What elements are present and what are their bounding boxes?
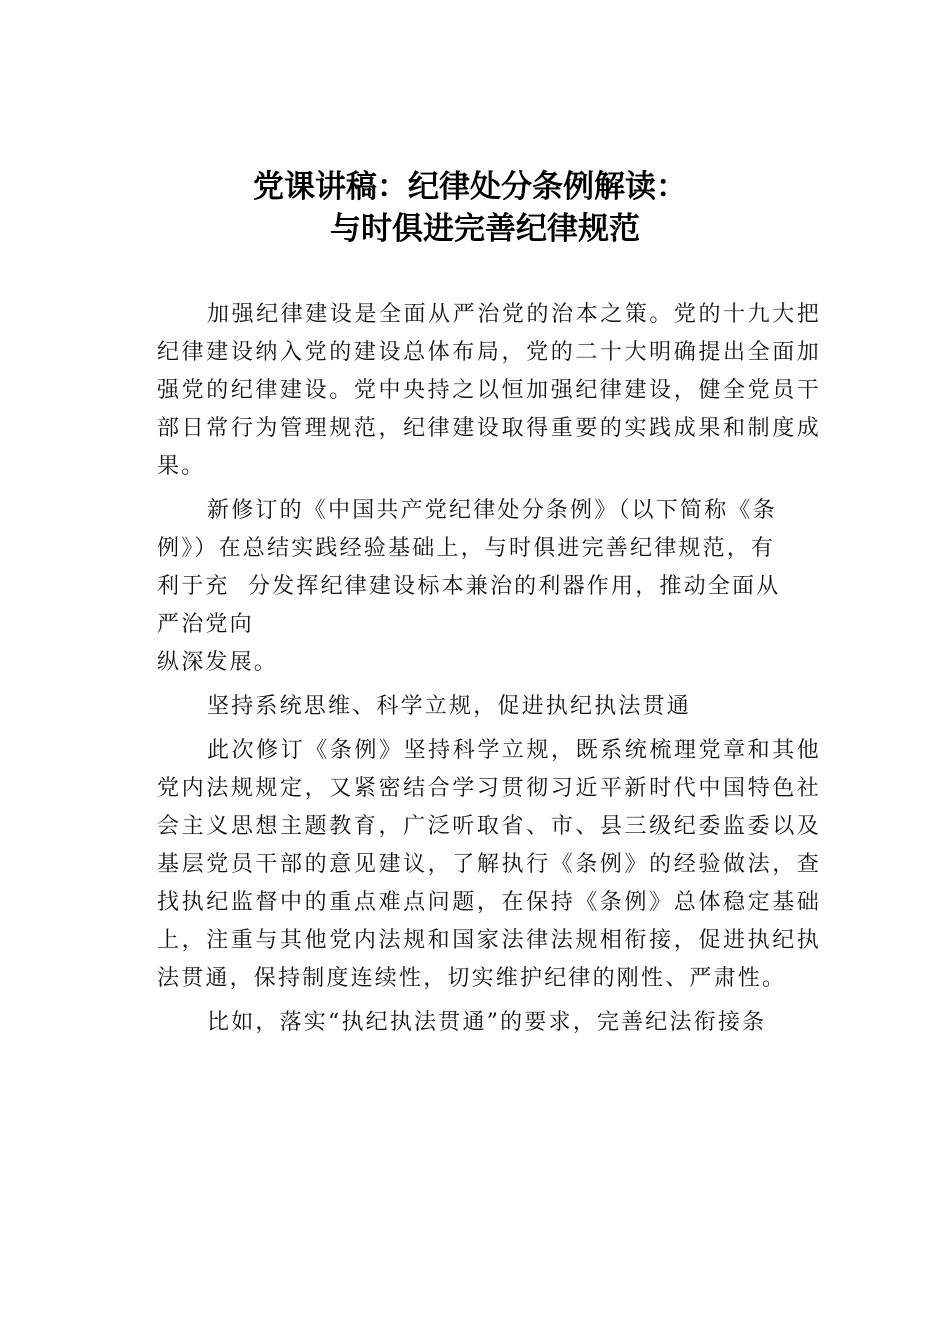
paragraph-4: 比如，落实“执纪执法贯通”的要求，完善纪法衔接条 bbox=[207, 1010, 767, 1035]
paragraph-2-line-2: 例》）在总结实践经验基础上，与时俱进完善纪律规范，有 bbox=[157, 536, 776, 561]
title-line-2: 与时俱进完善纪律规范 bbox=[330, 211, 640, 247]
paragraph-3: 此次修订《条例》坚持科学立规，既系统梳理党章和其他党内法规规定，又紧密结合学习贯彻习近平新时代中国特色社会主义思想主题教育，广泛听取省、市、县三级纪委监委以及基层党员干部的意见建议，了解执行《条例》的经验做法，查找执纪监督中的重点难点问题，在保持《条例》总体稳定基础上，注重与其他党内法规和国家法律法规相衔接，促进执纪执法贯通，保持制度连续性，切实维护纪律的刚性、严肃性。 bbox=[157, 738, 821, 991]
document-body bbox=[157, 296, 821, 1048]
paragraph-1: 加强纪律建设是全面从严治党的治本之策。党的十九大把纪律建设纳入党的建设总体布局，党的二十大明确提出全面加强党的纪律建设。党中央持之以恒加强纪律建设，健全党员干部日常行为管理规范，纪律建设取得重要的实践成果和制度成果。 bbox=[157, 302, 821, 479]
paragraph-2-line-4: 严治党向 bbox=[157, 612, 254, 637]
paragraph-2 bbox=[157, 492, 821, 682]
paragraph-2-line-3: 利于充 分发挥纪律建设标本兼治的利器作用，推动全面从 bbox=[157, 574, 781, 599]
paragraph-2-line-5: 纵深发展。 bbox=[157, 650, 279, 675]
title-line-1: 党课讲稿：纪律处分条例解读： bbox=[253, 169, 687, 205]
document-title bbox=[0, 166, 950, 250]
section-heading: 坚持系统思维、科学立规，促进执纪执法贯通 bbox=[207, 694, 692, 719]
paragraph-2-line-1: 新修订的《中国共产党纪律处分条例》（以下简称《条 bbox=[207, 498, 777, 523]
